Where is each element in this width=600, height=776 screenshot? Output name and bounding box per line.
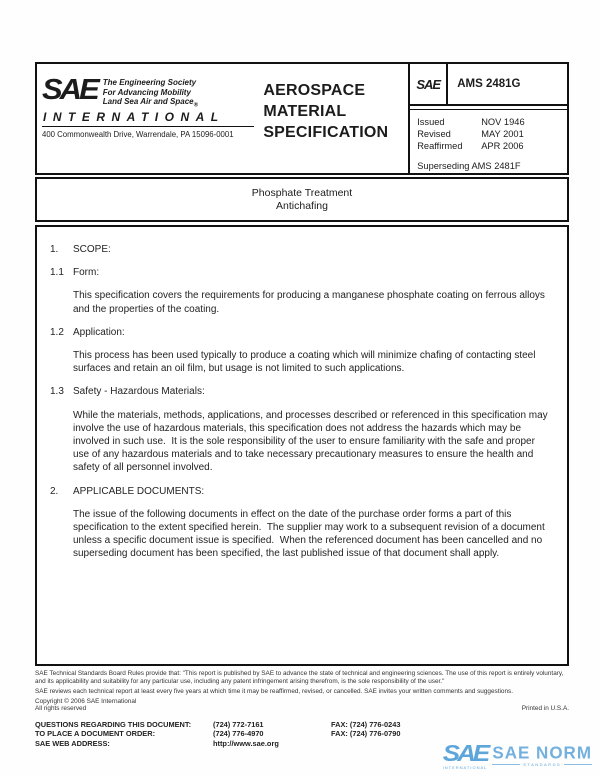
doc-type-line3: SPECIFICATION <box>263 124 389 141</box>
section-1-3-paragraph: While the materials, methods, applications, and processes described or referenced in this specification may involve the use of hazardous materials, this specification does not address the hazards which may be involved in such use. It is the sole responsibility of the user to ensure familiarity with the safe and proper use of any hazardous materials and to take necessary precautionary measures to ensure the health and safety of all personnel involved. <box>73 409 551 474</box>
history-row-issued <box>417 116 561 128</box>
section-1-heading <box>50 243 555 256</box>
contact-label: TO PLACE A DOCUMENT ORDER: <box>35 729 156 739</box>
spec-title-line2: Antichafing <box>276 199 328 212</box>
section-number: 1.2 <box>50 326 64 338</box>
contact-phone: (724) 772-7161 <box>213 719 264 729</box>
doc-type-line2: MATERIAL <box>263 103 347 120</box>
section-1-1-paragraph: This specification covers the requirements for producing a manganese phosphate coating on ferrous alloys and the properties of the coating. <box>73 290 548 315</box>
section-1-2-heading <box>50 326 555 339</box>
printed-note: Printed in U.S.A. <box>521 705 569 713</box>
spec-title-line1: Phosphate Treatment <box>251 186 353 199</box>
contact-fax: FAX: (724) 776-0243 <box>331 719 401 729</box>
doc-number-box <box>408 64 567 173</box>
sae-logo-block <box>37 64 263 173</box>
revision-history <box>410 109 567 173</box>
section-2-paragraph: The issue of the following documents in effect on the date of the purchase order forms a part of this specification to the extent specified herein. The supplier may work to a subsequent revision of a document unless a specific document issue is specified. When the referenced document has been cancelled and no superseding document has been specified, the last published issue of that document shall apply. <box>73 508 548 560</box>
web-address-link[interactable]: http://www.sae.org <box>213 738 279 748</box>
section-number: 1.1 <box>50 267 64 279</box>
rights-reserved: All rights reserved <box>35 705 87 713</box>
title-box <box>35 177 569 222</box>
history-value: APR 2006 <box>481 141 524 151</box>
spec-document <box>35 62 569 666</box>
sae-norm-logo <box>443 741 592 770</box>
section-1-2-paragraph: This process has been used typically to produce a coating which will minimize chafing of contacting steel surfaces and retain an oil film, but usage is not limited to such applications. <box>73 350 539 375</box>
history-value: MAY 2001 <box>481 129 524 139</box>
body-box <box>35 225 569 666</box>
doc-type-line1: AEROSPACE <box>263 82 366 99</box>
history-label: Issued <box>417 117 445 127</box>
section-number: 1.3 <box>50 386 64 398</box>
contact-phone: (724) 776-4970 <box>213 729 264 739</box>
tagline-line2: For Advancing Mobility <box>102 87 191 97</box>
history-row-revised <box>417 128 561 140</box>
contact-row-orders <box>35 729 569 739</box>
section-1-1-heading <box>50 266 555 279</box>
contact-row-questions <box>35 720 569 730</box>
sae-logo-small: SAE <box>410 64 448 104</box>
sae-tagline <box>103 75 198 111</box>
sae-norm-brand: SAE NORM <box>492 742 592 763</box>
section-1-3-heading <box>50 385 555 398</box>
international-label: INTERNATIONAL <box>42 111 254 127</box>
section-heading-text: Safety - Hazardous Materials: <box>73 386 205 398</box>
section-2-heading <box>50 485 555 498</box>
sae-logo: SAE <box>42 73 97 106</box>
sae-norm-standards-label: STANDARDS <box>523 762 562 767</box>
section-heading-text: APPLICABLE DOCUMENTS: <box>73 485 205 497</box>
section-heading-text: Form: <box>73 267 100 279</box>
section-heading-text: Application: <box>73 326 125 338</box>
history-label: Reaffirmed <box>417 141 463 151</box>
section-number: 2. <box>50 485 59 497</box>
footer <box>35 670 569 749</box>
footer-review-note: SAE reviews each technical report at least every five years at which time it may be reaffirmed, revised, or cancelled. SAE invites your written comments and suggestions. <box>35 688 513 696</box>
copyright-notice: Copyright © 2006 SAE International <box>35 697 137 705</box>
sae-norm-sae-icon: SAE <box>442 739 488 767</box>
section-number: 1. <box>50 244 59 255</box>
doc-type-title <box>263 64 408 173</box>
contact-label: SAE WEB ADDRESS: <box>35 738 110 748</box>
tagline-line3: Land Sea Air and Space$_®$ <box>102 97 199 109</box>
sae-norm-international-label: INTERNATIONAL <box>442 765 488 770</box>
history-label: Revised <box>417 129 451 139</box>
doc-number: AMS 2481G <box>457 78 521 90</box>
history-row-reaffirmed <box>417 140 561 152</box>
contact-fax: FAX: (724) 776-0790 <box>331 729 401 739</box>
section-heading-text: SCOPE: <box>73 244 111 255</box>
history-value: NOV 1946 <box>481 117 525 127</box>
registered-mark: ® <box>193 102 199 109</box>
footer-disclaimer: SAE Technical Standards Board Rules provide that: "This report is published by SAE to advance the state of technical and engineering sciences. The use of this report is entirely voluntary, and its applicability and suitability for any particular use, including any patent infringement arising therefrom, is the sole responsibility of the user." <box>35 670 564 685</box>
decorative-line <box>492 764 520 765</box>
superseding-note: Superseding AMS 2481F <box>417 161 521 171</box>
contact-label: QUESTIONS REGARDING THIS DOCUMENT: <box>35 719 192 729</box>
decorative-line <box>564 764 592 765</box>
header-box <box>35 62 569 175</box>
sae-address: 400 Commonwealth Drive, Warrendale, PA 15096-0001 <box>42 130 234 140</box>
tagline-line1: The Engineering Society <box>102 78 197 87</box>
